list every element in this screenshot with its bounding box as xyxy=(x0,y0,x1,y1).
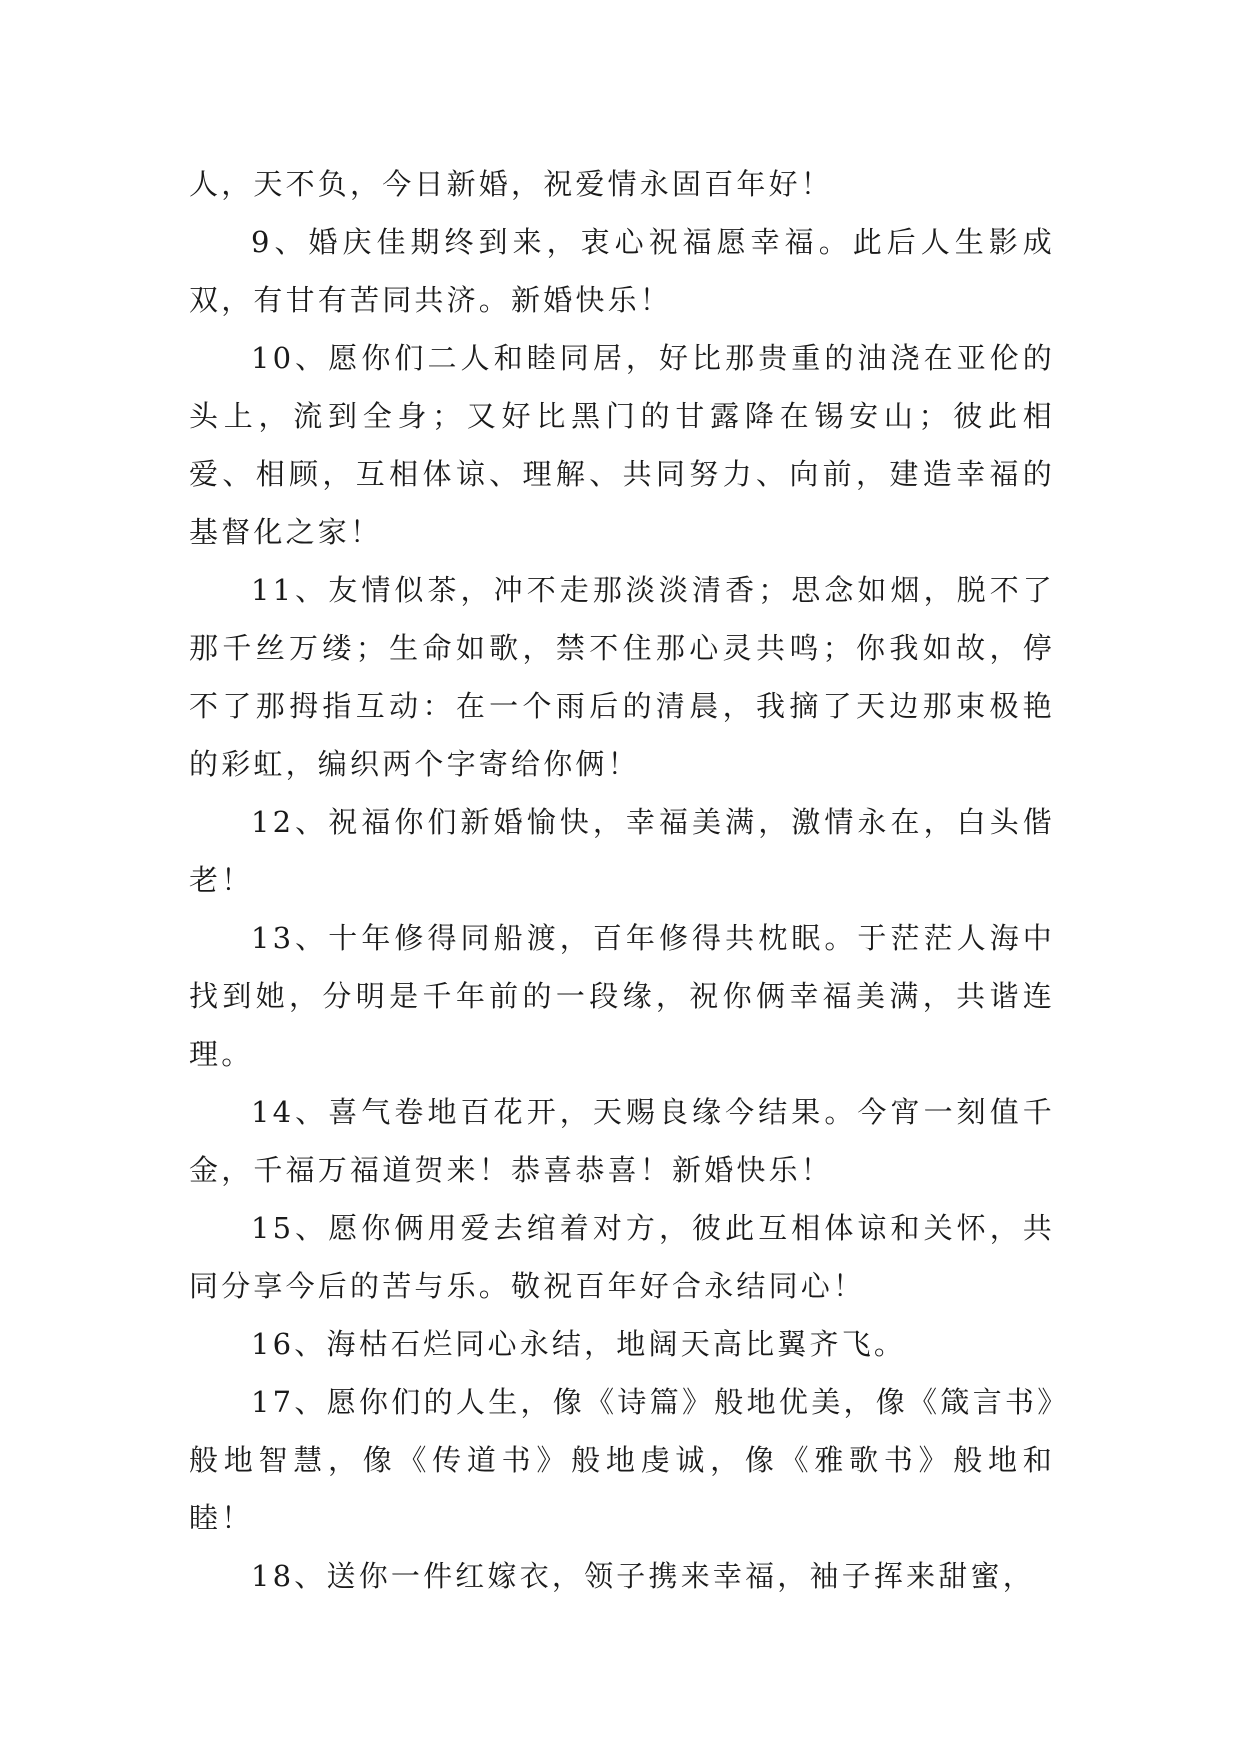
document-body xyxy=(189,155,1055,1605)
paragraph-wish-9: 9、婚庆佳期终到来，衷心祝福愿幸福。此后人生影成双，有甘有苦同共济。新婚快乐！ xyxy=(189,225,1055,317)
paragraph-wish-14: 14、喜气卷地百花开，天赐良缘今结果。今宵一刻值千金，千福万福道贺来！恭喜恭喜！新婚快乐！ xyxy=(189,1095,1055,1187)
paragraph-wish-18: 18、送你一件红嫁衣，领子携来幸福，袖子挥来甜蜜， xyxy=(251,1559,1035,1593)
paragraph-wish-17: 17、愿你们的人生，像《诗篇》般地优美，像《箴言书》般地智慧，像《传道书》般地虔诚，像《雅歌书》般地和睦！ xyxy=(189,1385,1055,1535)
paragraph-wish-10: 10、愿你们二人和睦同居，好比那贵重的油浇在亚伦的头上，流到全身；又好比黑门的甘露降在锡安山；彼此相爱、相顾，互相体谅、理解、共同努力、向前，建造幸福的基督化之家！ xyxy=(189,341,1055,549)
paragraph-wish-12: 12、祝福你们新婚愉快，幸福美满，激情永在，白头偕老！ xyxy=(189,805,1055,897)
paragraph-wish-15: 15、愿你俩用爱去绾着对方，彼此互相体谅和关怀，共同分享今后的苦与乐。敬祝百年好合永结同心！ xyxy=(189,1211,1055,1303)
paragraph-wish-16: 16、海枯石烂同心永结，地阔天高比翼齐飞。 xyxy=(251,1327,907,1361)
paragraph-wish-13: 13、十年修得同船渡，百年修得共枕眠。于茫茫人海中找到她，分明是千年前的一段缘，祝你俩幸福美满，共谐连理。 xyxy=(189,921,1055,1071)
paragraph-continuation: 人，天不负，今日新婚，祝爱情永固百年好！ xyxy=(189,167,834,201)
paragraph-wish-11: 11、友情似茶，冲不走那淡淡清香；思念如烟，脱不了那千丝万缕；生命如歌，禁不住那心灵共鸣；你我如故，停不了那拇指互动：在一个雨后的清晨，我摘了天边那束极艳的彩虹，编织两个字寄给你俩！ xyxy=(189,573,1055,781)
